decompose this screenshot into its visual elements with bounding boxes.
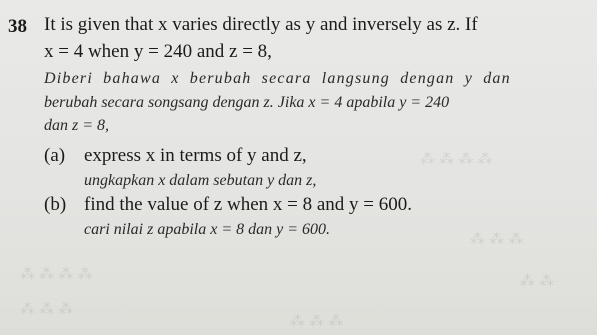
question-english-line-1: It is given that x varies directly as y and inversely as z. If	[44, 14, 478, 35]
bleed-through-mark: ⁂ ⁂ ⁂	[290, 313, 344, 330]
question-malay-line-1: Diberi bahawa x berubah secara langsung dengan y dan	[44, 70, 511, 87]
part-b-english: find the value of z when x = 8 and y = 600.	[84, 194, 412, 215]
bleed-through-mark: ⁂ ⁂ ⁂ ⁂	[420, 151, 493, 168]
question-malay-line-3: dan z = 8,	[44, 117, 110, 134]
part-a-malay: ungkapkan x dalam sebutan y dan z,	[84, 172, 317, 189]
bleed-through-mark: ⁂ ⁂ ⁂	[20, 301, 74, 318]
bleed-through-mark: ⁂ ⁂	[520, 273, 555, 290]
bleed-through-mark: ⁂ ⁂ ⁂ ⁂	[20, 266, 93, 283]
question-malay-line-2: berubah secara songsang dengan z. Jika x = 4 apabila y = 240	[44, 94, 450, 111]
part-a-label: (a)	[44, 145, 66, 166]
part-b-malay: cari nilai z apabila x = 8 dan y = 600.	[84, 221, 331, 238]
question-number: 38	[8, 16, 27, 37]
part-b-label: (b)	[44, 194, 67, 215]
question-english-line-2: x = 4 when y = 240 and z = 8,	[44, 41, 272, 62]
part-a-english: express x in terms of y and z,	[84, 145, 307, 166]
bleed-through-mark: ⁂ ⁂ ⁂	[470, 231, 524, 248]
